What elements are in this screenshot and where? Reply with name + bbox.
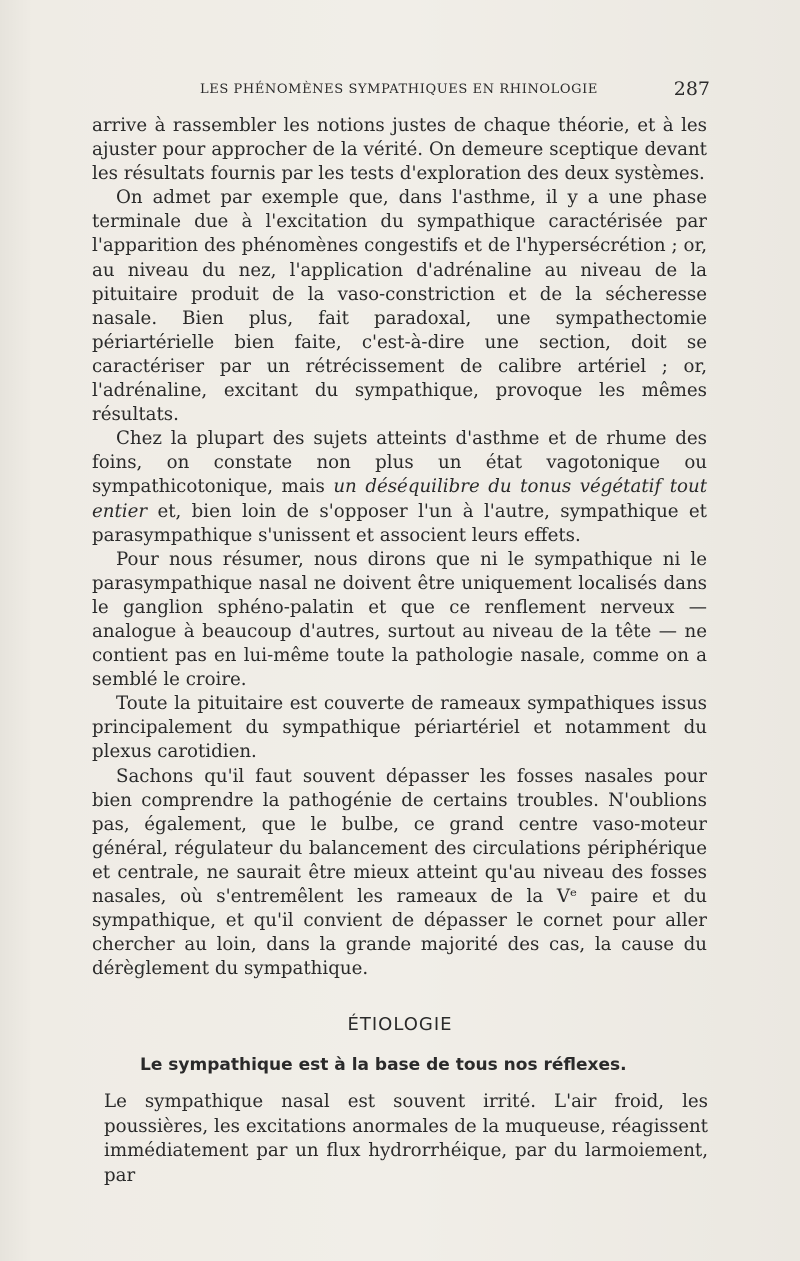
paragraph: Toute la pituitaire est couverte de rameaux sympathiques issus principalement du sympathique périartériel et notamment du plexus carotidien. [92, 693, 707, 763]
paragraph: Le sympathique nasal est souvent irrité. L'air froid, les poussières, les excitations anormales de la muqueuse, réagissent immédiatement par un flux hydrorrhéique, par du larmoiement, par [104, 1091, 708, 1186]
italic-phrase: un déséquilibre du tonus végétatif tout entier [92, 476, 708, 522]
page-number: 287 [673, 78, 710, 100]
paragraph [92, 427, 707, 547]
section-title: ÉTIOLOGIE [347, 1014, 453, 1035]
subheading: Le sympathique est à la base de tous nos réflexes. [140, 1055, 627, 1075]
paragraph: arrive à rassembler les notions justes de chaque théorie, et à les ajuster pour approcher de la vérité. On demeure sceptique devant les résultats fournis par les tests d'exploration des deux systèmes. [92, 115, 707, 185]
running-title: LES PHÉNOMÈNES SYMPATHIQUES EN RHINOLOGIE [200, 82, 598, 97]
paragraph-text: et, bien loin de s'opposer l'un à l'autre, sympathique et parasympathique s'unissent et associent leurs effets. [92, 500, 707, 546]
paragraph: Pour nous résumer, nous dirons que ni le sympathique ni le parasympathique nasal ne doivent être uniquement localisés dans le ganglion sphéno-palatin et que ce renflement nerveux — analogue à beaucoup d'autres, surtout au niveau de la tête — ne contient pas en lui-même toute la pathologie nasale, comme on a semblé le croire. [92, 548, 707, 691]
main-text [92, 114, 707, 981]
paragraph: On admet par exemple que, dans l'asthme, il y a une phase terminale due à l'excitation du sympathique caractérisée par l'apparition des phénomènes congestifs et de l'hypersécrétion ; or, au niveau du nez, l'application d'adrénaline au niveau de la pituitaire produit de la vaso-constriction et de la sécheresse nasale. Bien plus, fait paradoxal, une sympathectomie périartérielle bien faite, c'est-à-dire une section, doit se caractériser par un rétrécissement de calibre artériel ; or, l'adrénaline, excitant du sympathique, provoque les mêmes résultats. [92, 187, 707, 426]
final-text [104, 1090, 708, 1188]
paragraph-text: Chez la plupart des sujets atteints d'asthme et de rhume des foins, on constate non plus un état vagotonique ou sympathicotonique, mais [92, 428, 707, 498]
paragraph: Sachons qu'il faut souvent dépasser les fosses nasales pour bien comprendre la pathogénie de certains troubles. N'oublions pas, également, que le bulbe, ce grand centre vaso-moteur général, régulateur du balancement des circulations périphérique et centrale, ne saurait être mieux atteint qu'au niveau des fosses nasales, où s'entremêlent les rameaux de la Vᵉ paire et du sympathique, et qu'il convient de dépasser le cornet pour aller chercher au loin, dans la grande majorité des cas, la cause du dérèglement du sympathique. [92, 765, 707, 980]
